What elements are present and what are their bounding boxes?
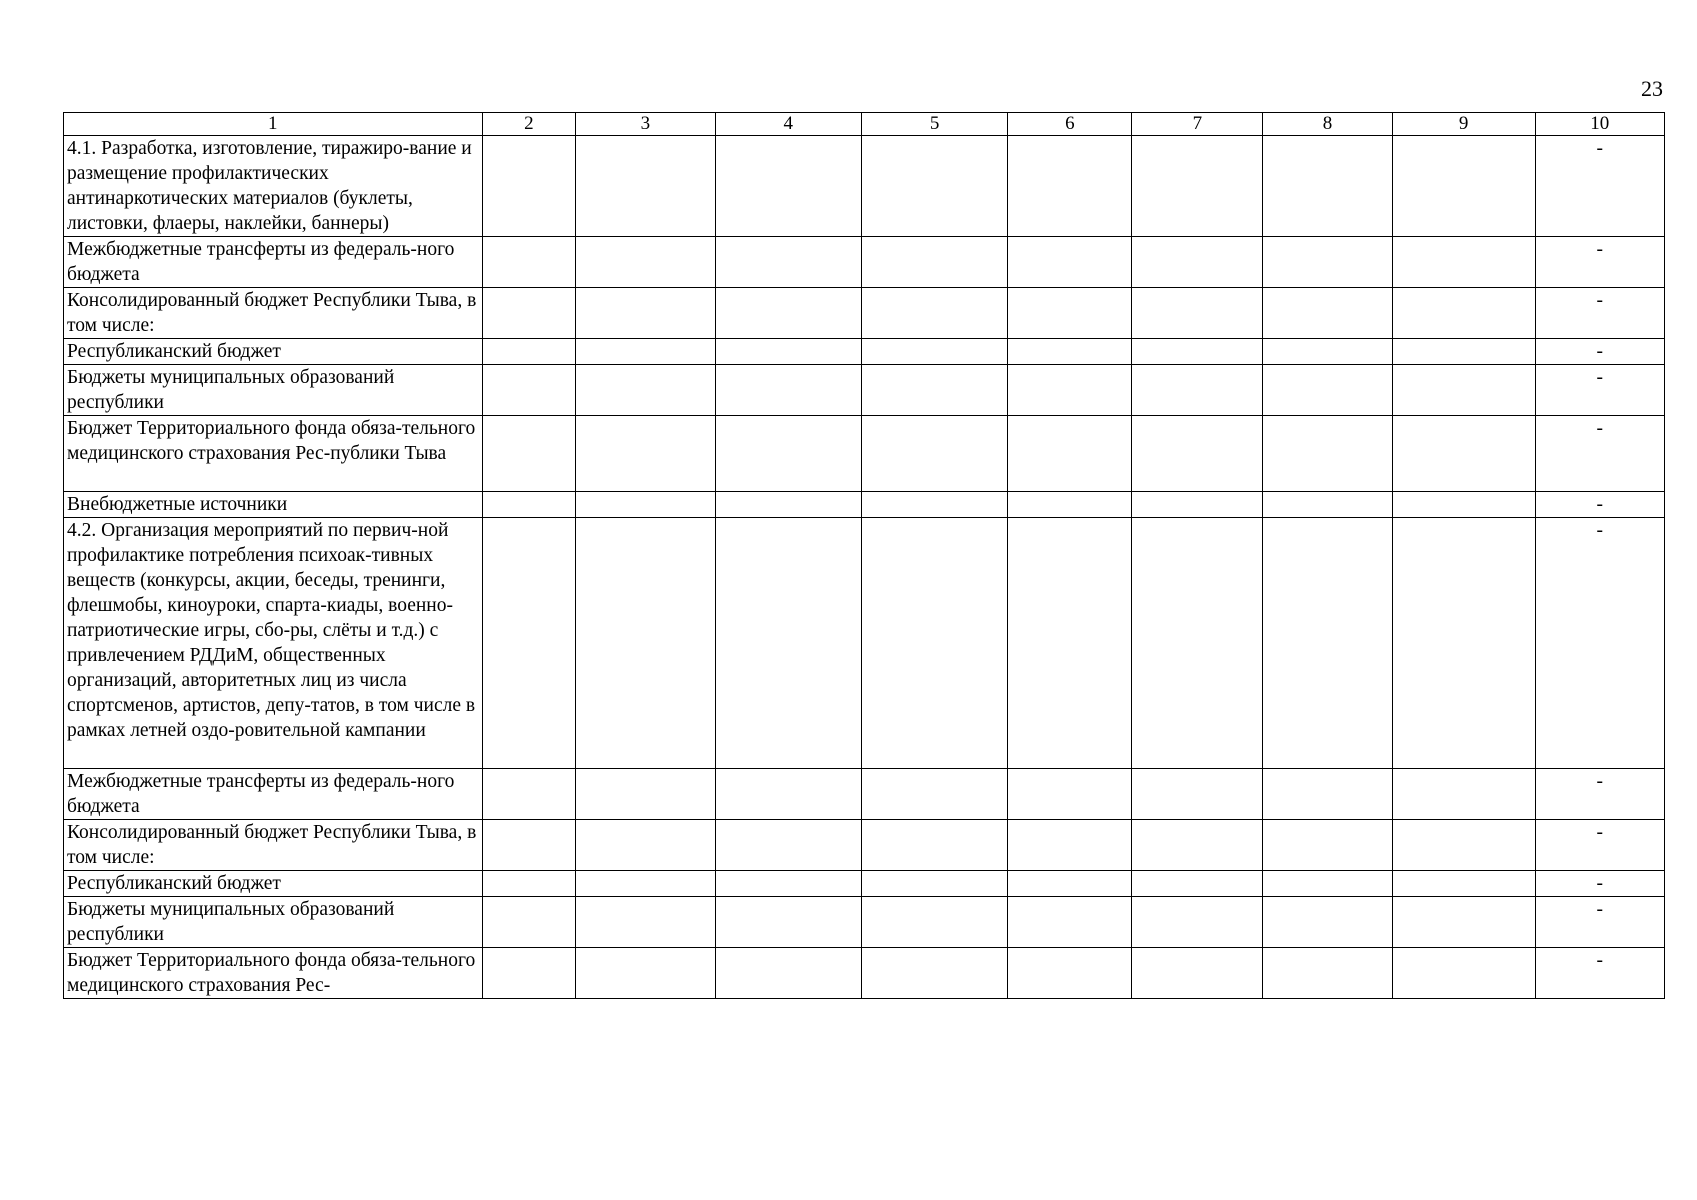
empty-cell — [1132, 871, 1263, 897]
empty-cell — [482, 769, 576, 820]
empty-cell — [482, 492, 576, 518]
empty-cell — [482, 897, 576, 948]
empty-cell — [1392, 871, 1535, 897]
row-label: Межбюджетные трансферты из федераль-ного бюджета — [64, 237, 483, 288]
empty-cell — [1132, 948, 1263, 999]
empty-cell — [715, 416, 861, 492]
column-number-8: 8 — [1263, 113, 1392, 136]
table-row — [64, 948, 1665, 999]
row-label: Внебюджетные источники — [64, 492, 483, 518]
empty-cell — [1392, 492, 1535, 518]
column-10-value: - — [1535, 416, 1664, 492]
column-number-row — [64, 113, 1665, 136]
empty-cell — [715, 237, 861, 288]
column-10-value: - — [1535, 897, 1664, 948]
empty-cell — [861, 518, 1007, 769]
empty-cell — [1008, 339, 1132, 365]
row-label: Межбюджетные трансферты из федераль-ного бюджета — [64, 769, 483, 820]
empty-cell — [576, 871, 716, 897]
column-number-4: 4 — [715, 113, 861, 136]
empty-cell — [1008, 769, 1132, 820]
empty-cell — [1008, 237, 1132, 288]
empty-cell — [715, 948, 861, 999]
empty-cell — [482, 339, 576, 365]
empty-cell — [482, 288, 576, 339]
empty-cell — [1008, 948, 1132, 999]
empty-cell — [576, 820, 716, 871]
empty-cell — [715, 518, 861, 769]
empty-cell — [1132, 288, 1263, 339]
empty-cell — [715, 288, 861, 339]
empty-cell — [1263, 288, 1392, 339]
empty-cell — [1392, 518, 1535, 769]
column-10-value: - — [1535, 948, 1664, 999]
empty-cell — [1132, 416, 1263, 492]
empty-cell — [715, 492, 861, 518]
row-label: Бюджет Территориального фонда обяза-тельного медицинского страхования Рес-публики Тыва — [64, 416, 483, 492]
empty-cell — [861, 339, 1007, 365]
empty-cell — [1132, 897, 1263, 948]
empty-cell — [1008, 820, 1132, 871]
column-10-value: - — [1535, 136, 1664, 237]
table-row — [64, 492, 1665, 518]
empty-cell — [861, 897, 1007, 948]
row-label: Бюджеты муниципальных образований республики — [64, 365, 483, 416]
empty-cell — [1008, 518, 1132, 769]
empty-cell — [1263, 365, 1392, 416]
empty-cell — [576, 897, 716, 948]
empty-cell — [576, 769, 716, 820]
empty-cell — [482, 948, 576, 999]
table-body — [64, 136, 1665, 999]
column-10-value: - — [1535, 492, 1664, 518]
empty-cell — [1008, 416, 1132, 492]
empty-cell — [576, 365, 716, 416]
column-10-value: - — [1535, 518, 1664, 769]
empty-cell — [1263, 492, 1392, 518]
empty-cell — [715, 365, 861, 416]
column-10-value: - — [1535, 769, 1664, 820]
empty-cell — [1008, 897, 1132, 948]
empty-cell — [1008, 288, 1132, 339]
empty-cell — [1392, 136, 1535, 237]
column-10-value: - — [1535, 288, 1664, 339]
row-label: 4.1. Разработка, изготовление, тиражиро-вание и размещение профилактических антинаркотических материалов (буклеты, листовки, флаеры, наклейки, баннеры) — [64, 136, 483, 237]
empty-cell — [576, 136, 716, 237]
empty-cell — [1392, 769, 1535, 820]
empty-cell — [1392, 365, 1535, 416]
empty-cell — [482, 820, 576, 871]
empty-cell — [1132, 492, 1263, 518]
empty-cell — [482, 237, 576, 288]
table-row — [64, 820, 1665, 871]
empty-cell — [1263, 339, 1392, 365]
empty-cell — [1263, 948, 1392, 999]
empty-cell — [715, 339, 861, 365]
empty-cell — [1263, 136, 1392, 237]
empty-cell — [1132, 237, 1263, 288]
table-row — [64, 871, 1665, 897]
empty-cell — [1392, 288, 1535, 339]
empty-cell — [482, 136, 576, 237]
row-label: Бюджет Территориального фонда обяза-тельного медицинского страхования Рес- — [64, 948, 483, 999]
column-number-7: 7 — [1132, 113, 1263, 136]
empty-cell — [576, 492, 716, 518]
table-row — [64, 518, 1665, 769]
row-label: Консолидированный бюджет Республики Тыва, в том числе: — [64, 820, 483, 871]
empty-cell — [482, 416, 576, 492]
empty-cell — [1392, 948, 1535, 999]
empty-cell — [1263, 820, 1392, 871]
column-number-2: 2 — [482, 113, 576, 136]
column-10-value: - — [1535, 820, 1664, 871]
column-10-value: - — [1535, 237, 1664, 288]
empty-cell — [482, 365, 576, 416]
row-label: Республиканский бюджет — [64, 871, 483, 897]
empty-cell — [1392, 820, 1535, 871]
empty-cell — [1132, 365, 1263, 416]
empty-cell — [1263, 416, 1392, 492]
empty-cell — [1008, 492, 1132, 518]
empty-cell — [1132, 769, 1263, 820]
empty-cell — [861, 820, 1007, 871]
empty-cell — [576, 237, 716, 288]
empty-cell — [482, 518, 576, 769]
empty-cell — [1008, 136, 1132, 237]
column-number-5: 5 — [861, 113, 1007, 136]
budget-table — [63, 112, 1665, 999]
empty-cell — [715, 820, 861, 871]
column-number-1: 1 — [64, 113, 483, 136]
table-row — [64, 365, 1665, 416]
table-row — [64, 339, 1665, 365]
empty-cell — [1008, 365, 1132, 416]
empty-cell — [482, 871, 576, 897]
empty-cell — [1263, 897, 1392, 948]
empty-cell — [1132, 136, 1263, 237]
empty-cell — [1392, 416, 1535, 492]
empty-cell — [861, 136, 1007, 237]
empty-cell — [861, 365, 1007, 416]
empty-cell — [576, 518, 716, 769]
empty-cell — [1132, 339, 1263, 365]
empty-cell — [1008, 871, 1132, 897]
empty-cell — [715, 897, 861, 948]
empty-cell — [576, 948, 716, 999]
empty-cell — [1392, 897, 1535, 948]
empty-cell — [576, 288, 716, 339]
row-label: Консолидированный бюджет Республики Тыва, в том числе: — [64, 288, 483, 339]
empty-cell — [861, 769, 1007, 820]
column-number-10: 10 — [1535, 113, 1664, 136]
row-label: Республиканский бюджет — [64, 339, 483, 365]
table-row — [64, 416, 1665, 492]
row-label: 4.2. Организация мероприятий по первич-ной профилактике потребления психоак-тивных веществ (конкурсы, акции, беседы, тренинги, флешмобы, киноуроки, спарта-киады, военно-патриотические игры, сбо-ры, слёты и т.д.) с привлечением РДДиМ, общественных организаций, авторитетных лиц из числа спортсменов, артистов, депу-татов, в том числе в рамках летней оздо-ровительной кампании — [64, 518, 483, 769]
empty-cell — [861, 871, 1007, 897]
column-number-9: 9 — [1392, 113, 1535, 136]
column-10-value: - — [1535, 365, 1664, 416]
table-row — [64, 769, 1665, 820]
empty-cell — [715, 871, 861, 897]
column-number-6: 6 — [1008, 113, 1132, 136]
empty-cell — [861, 237, 1007, 288]
page-number: 23 — [1641, 76, 1663, 101]
empty-cell — [1392, 339, 1535, 365]
empty-cell — [1132, 518, 1263, 769]
table-row — [64, 897, 1665, 948]
empty-cell — [715, 136, 861, 237]
empty-cell — [861, 416, 1007, 492]
column-number-3: 3 — [576, 113, 716, 136]
empty-cell — [861, 948, 1007, 999]
empty-cell — [1132, 820, 1263, 871]
empty-cell — [1263, 237, 1392, 288]
table-row — [64, 136, 1665, 237]
row-label: Бюджеты муниципальных образований республики — [64, 897, 483, 948]
empty-cell — [861, 288, 1007, 339]
empty-cell — [576, 416, 716, 492]
table-row — [64, 237, 1665, 288]
empty-cell — [861, 492, 1007, 518]
empty-cell — [715, 769, 861, 820]
empty-cell — [1263, 871, 1392, 897]
column-10-value: - — [1535, 871, 1664, 897]
empty-cell — [1263, 518, 1392, 769]
empty-cell — [1392, 237, 1535, 288]
empty-cell — [1263, 769, 1392, 820]
empty-cell — [576, 339, 716, 365]
column-10-value: - — [1535, 339, 1664, 365]
table-row — [64, 288, 1665, 339]
